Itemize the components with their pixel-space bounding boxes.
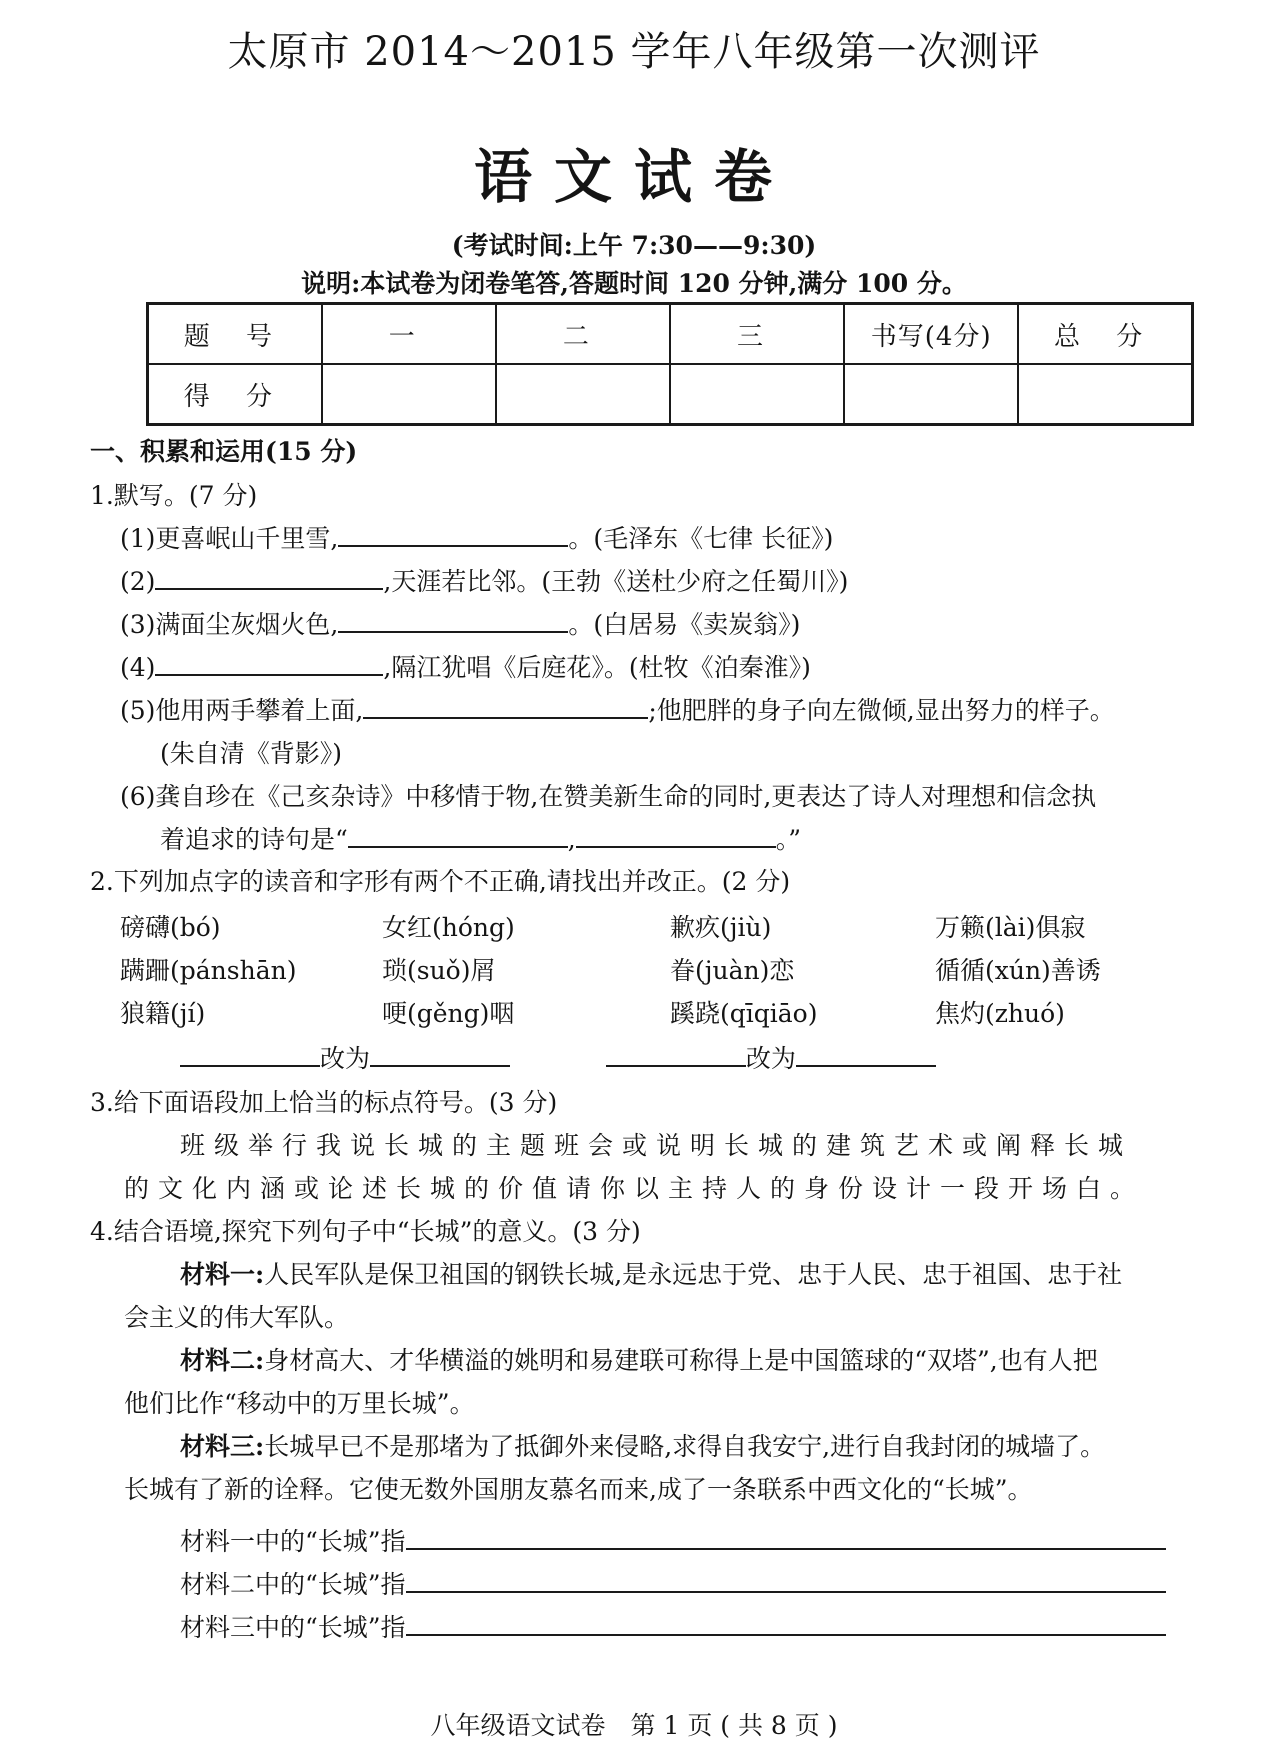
section-title: 一、积累和运用(15 分) bbox=[90, 437, 358, 466]
material-label: 材料二: bbox=[180, 1346, 265, 1375]
dictation-item bbox=[160, 824, 801, 856]
pinyin-item: 焦灼(zhuó) bbox=[935, 999, 1065, 1028]
dictation-text: 。(毛泽东《七律 长征》) bbox=[568, 524, 834, 553]
change-label: 改为 bbox=[320, 1044, 371, 1073]
exam-instructions: 说明:本试卷为闭卷笔答,答题时间 120 分钟,满分 100 分。 bbox=[301, 269, 967, 298]
score-cell[interactable] bbox=[670, 364, 844, 425]
answer-blank[interactable] bbox=[406, 1569, 1166, 1593]
answer-prompt: 材料三中的“长城”指 bbox=[180, 1613, 406, 1642]
dictation-text: 。(白居易《卖炭翁》) bbox=[568, 610, 801, 639]
answer-blank[interactable] bbox=[406, 1612, 1166, 1636]
pinyin-item: 琐(suǒ)屑 bbox=[382, 956, 496, 985]
punctuation-passage-line: 的文化内涵或论述长城的价值请你以主持人的身份设计一段开场白。 bbox=[124, 1174, 1145, 1203]
dictation-item bbox=[120, 566, 848, 598]
pinyin-item: 万籁(lài)俱寂 bbox=[935, 913, 1086, 942]
exam-header-title: 太原市 2014～2015 学年八年级第一次测评 bbox=[227, 29, 1041, 75]
answer-blank[interactable] bbox=[155, 652, 383, 676]
pinyin-item: 眷(juàn)恋 bbox=[670, 956, 795, 985]
answer-blank[interactable] bbox=[406, 1526, 1166, 1550]
score-cell[interactable] bbox=[1018, 364, 1192, 425]
material-text: 人民军队是保卫祖国的钢铁长城,是永远忠于党、忠于人民、忠于祖国、忠于社 bbox=[264, 1260, 1123, 1289]
material-line: 会主义的伟大军队。 bbox=[124, 1303, 350, 1332]
dictation-text: (3)满面尘灰烟火色, bbox=[120, 610, 339, 639]
question-title: 1.默写。(7 分) bbox=[90, 481, 258, 510]
answer-line bbox=[180, 1569, 1166, 1601]
dictation-text: ,隔江犹唱《后庭花》。(杜牧《泊秦淮》) bbox=[383, 653, 811, 682]
material-line bbox=[180, 1345, 1098, 1377]
page-footer: 八年级语文试卷 第 1 页 ( 共 8 页 ) bbox=[430, 1711, 838, 1740]
dictation-text: ,天涯若比邻。(王勃《送杜少府之任蜀川》) bbox=[383, 567, 849, 596]
wrong-word-blank[interactable] bbox=[180, 1043, 320, 1067]
material-text: 身材高大、才华横溢的姚明和易建联可称得上是中国篮球的“双塔”,也有人把 bbox=[264, 1346, 1098, 1375]
exam-time: (考试时间:上午 7:30——9:30) bbox=[451, 231, 817, 260]
answer-blank[interactable] bbox=[338, 523, 568, 547]
score-table-header-cell: 书写(4分) bbox=[844, 304, 1018, 365]
dictation-item bbox=[120, 652, 811, 684]
score-cell[interactable] bbox=[322, 364, 496, 425]
dictation-item: (6)龚自珍在《己亥杂诗》中移情于物,在赞美新生命的同时,更表达了诗人对理想和信念执 bbox=[120, 782, 1097, 811]
material-line: 他们比作“移动中的万里长城”。 bbox=[124, 1389, 475, 1418]
question-title: 3.给下面语段加上恰当的标点符号。(3 分) bbox=[90, 1088, 558, 1117]
wrong-word-blank[interactable] bbox=[606, 1043, 746, 1067]
score-cell[interactable] bbox=[844, 364, 1018, 425]
dictation-text: 着追求的诗句是“ bbox=[160, 825, 348, 854]
material-line: 长城有了新的诠释。它使无数外国朋友慕名而来,成了一条联系中西文化的“长城”。 bbox=[124, 1475, 1033, 1504]
dictation-text: (5)他用两手攀着上面, bbox=[120, 696, 364, 725]
pinyin-item: 蹒跚(pánshān) bbox=[120, 956, 297, 985]
pinyin-item: 女红(hóng) bbox=[382, 913, 515, 942]
score-table-header-row bbox=[148, 304, 1193, 365]
dictation-text: (1)更喜岷山千里雪, bbox=[120, 524, 339, 553]
dictation-item bbox=[120, 695, 1115, 727]
dictation-text: (4) bbox=[120, 653, 156, 682]
dictation-item bbox=[120, 523, 833, 555]
material-text: 长城早已不是那堵为了抵御外来侵略,求得自我安宁,进行自我封闭的城墙了。 bbox=[264, 1432, 1106, 1461]
answer-prompt: 材料一中的“长城”指 bbox=[180, 1527, 406, 1556]
answer-prompt: 材料二中的“长城”指 bbox=[180, 1570, 406, 1599]
subject-title: 语文试卷 bbox=[473, 143, 794, 211]
score-table-header-cell: 总 分 bbox=[1018, 304, 1192, 365]
pinyin-item: 循循(xún)善诱 bbox=[935, 956, 1101, 985]
pinyin-item: 狼籍(jí) bbox=[120, 999, 206, 1028]
material-line bbox=[180, 1259, 1122, 1291]
question-title: 2.下列加点字的读音和字形有两个不正确,请找出并改正。(2 分) bbox=[90, 867, 791, 896]
question-title: 4.结合语境,探究下列句子中“长城”的意义。(3 分) bbox=[90, 1217, 641, 1246]
score-table-header-cell: 一 bbox=[322, 304, 496, 365]
pinyin-grid bbox=[120, 908, 1160, 1038]
score-table-header-cell: 二 bbox=[496, 304, 670, 365]
answer-blank[interactable] bbox=[576, 824, 776, 848]
material-line bbox=[180, 1431, 1105, 1463]
pinyin-item: 磅礴(bó) bbox=[120, 913, 221, 942]
answer-blank[interactable] bbox=[348, 824, 568, 848]
dictation-item bbox=[120, 609, 800, 641]
punctuation-passage-line: 班级举行我说长城的主题班会或说明长城的建筑艺术或阐释长城 bbox=[180, 1131, 1133, 1160]
correction-row bbox=[180, 1043, 936, 1075]
dictation-text: , bbox=[567, 825, 576, 854]
material-label: 材料一: bbox=[180, 1260, 265, 1289]
pinyin-item: 蹊跷(qīqiāo) bbox=[670, 999, 818, 1028]
score-table-header-cell: 三 bbox=[670, 304, 844, 365]
pinyin-item: 歉疚(jiù) bbox=[670, 913, 772, 942]
dictation-source: (朱自清《背影》) bbox=[160, 739, 343, 768]
answer-blank[interactable] bbox=[155, 566, 383, 590]
material-label: 材料三: bbox=[180, 1432, 265, 1461]
pinyin-item: 哽(gěng)咽 bbox=[382, 999, 515, 1028]
answer-blank[interactable] bbox=[363, 695, 648, 719]
score-row-label: 得 分 bbox=[148, 364, 322, 425]
dictation-text: ;他肥胖的身子向左微倾,显出努力的样子。 bbox=[648, 696, 1115, 725]
score-table bbox=[146, 302, 1194, 426]
dictation-text: 。” bbox=[775, 825, 802, 854]
dictation-text: (2) bbox=[120, 567, 156, 596]
answer-line bbox=[180, 1612, 1166, 1644]
score-cell[interactable] bbox=[496, 364, 670, 425]
answer-line bbox=[180, 1526, 1166, 1558]
answer-blank[interactable] bbox=[338, 609, 568, 633]
change-label: 改为 bbox=[745, 1044, 796, 1073]
corrected-word-blank[interactable] bbox=[370, 1043, 510, 1067]
score-table-header-cell: 题 号 bbox=[148, 304, 322, 365]
corrected-word-blank[interactable] bbox=[796, 1043, 936, 1067]
score-table-score-row bbox=[148, 364, 1193, 425]
